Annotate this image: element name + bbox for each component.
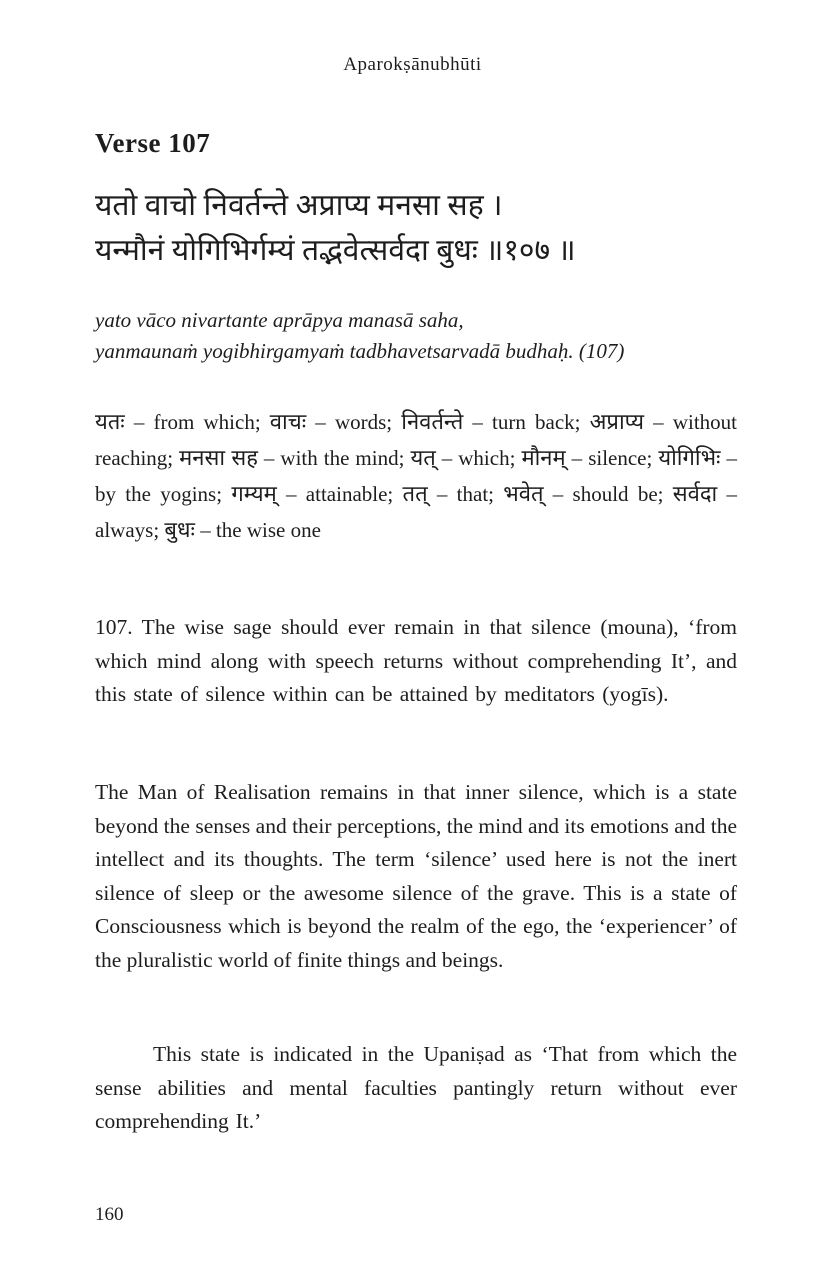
sanskrit-word: अप्राप्य — [589, 409, 645, 434]
devanagari-verse — [95, 183, 745, 273]
sanskrit-word: गम्यम् — [231, 481, 277, 506]
sanskrit-word: निवर्तन्ते — [401, 409, 464, 434]
verse-translation: 107. The wise sage should ever remain in that silence (mouna), ‘from which mind along with speech returns without comprehending It’, and this state of silence within can be attained by meditators (yogīs). — [95, 615, 737, 706]
word-meaning: – always; — [95, 482, 738, 542]
transliteration-line: yato vāco nivartante aprāpya manasā saha, — [95, 308, 464, 332]
sanskrit-word: बुधः — [164, 517, 195, 542]
sanskrit-word: भवेत् — [503, 481, 544, 506]
devanagari-verse-line: यतो वाचो निवर्तन्ते अप्राप्य मनसा सह । — [95, 189, 503, 222]
word-meaning: – turn back; — [463, 410, 590, 434]
word-meaning: – which; — [435, 446, 522, 470]
word-meaning: – with the mind; — [257, 446, 411, 470]
sanskrit-word: तत् — [402, 481, 428, 506]
sanskrit-word: वाचः — [269, 409, 307, 434]
sanskrit-word: सर्वदा — [672, 481, 718, 506]
sanskrit-word: मौनम् — [521, 445, 566, 470]
page-number: 160 — [95, 1204, 124, 1225]
running-header: Aparokṣānubhūti — [343, 54, 482, 75]
word-meaning: – should be; — [543, 482, 673, 506]
commentary-paragraph: This state is indicated in the Upaniṣad as ‘That from which the sense abilities and mental faculties pantingly return without ever comprehending It.’ — [95, 1042, 737, 1133]
transliteration — [95, 305, 745, 367]
sanskrit-word: यत् — [410, 445, 436, 470]
word-meaning: – without reaching; — [95, 410, 737, 470]
sanskrit-word: योगिभिः — [658, 445, 721, 470]
sanskrit-word: मनसा सह — [179, 445, 258, 470]
commentary-paragraph: The Man of Realisation remains in that inner silence, which is a state beyond the senses and their perceptions, the mind and its emotions and the intellect and its thoughts. The term ‘silence’ used here is not the inert silence of sleep or the awesome silence of the grave. This is a state of Consciousness which is beyond the realm of the ego, the ‘experiencer’ of the pluralistic world of finite things and beings. — [95, 780, 737, 972]
word-meaning: – the wise one — [194, 518, 321, 542]
word-meaning: – that; — [427, 482, 504, 506]
word-meaning: – words; — [306, 410, 402, 434]
word-meaning: – silence; — [565, 446, 659, 470]
verse-heading: Verse 107 — [95, 128, 211, 158]
word-meanings — [95, 404, 737, 548]
sanskrit-word: यतः — [95, 409, 125, 434]
word-meaning: – attainable; — [276, 482, 403, 506]
transliteration-line: yanmaunaṁ yogibhirgamyaṁ tadbhavetsarvadā budhaḥ. (107) — [95, 339, 625, 363]
devanagari-verse-line: यन्मौनं योगिभिर्गम्यं तद्भवेत्सर्वदा बुधः ॥१०७ ॥ — [95, 234, 576, 267]
word-meaning: – by the yogins; — [95, 446, 738, 506]
word-meaning: – from which; — [124, 410, 270, 434]
